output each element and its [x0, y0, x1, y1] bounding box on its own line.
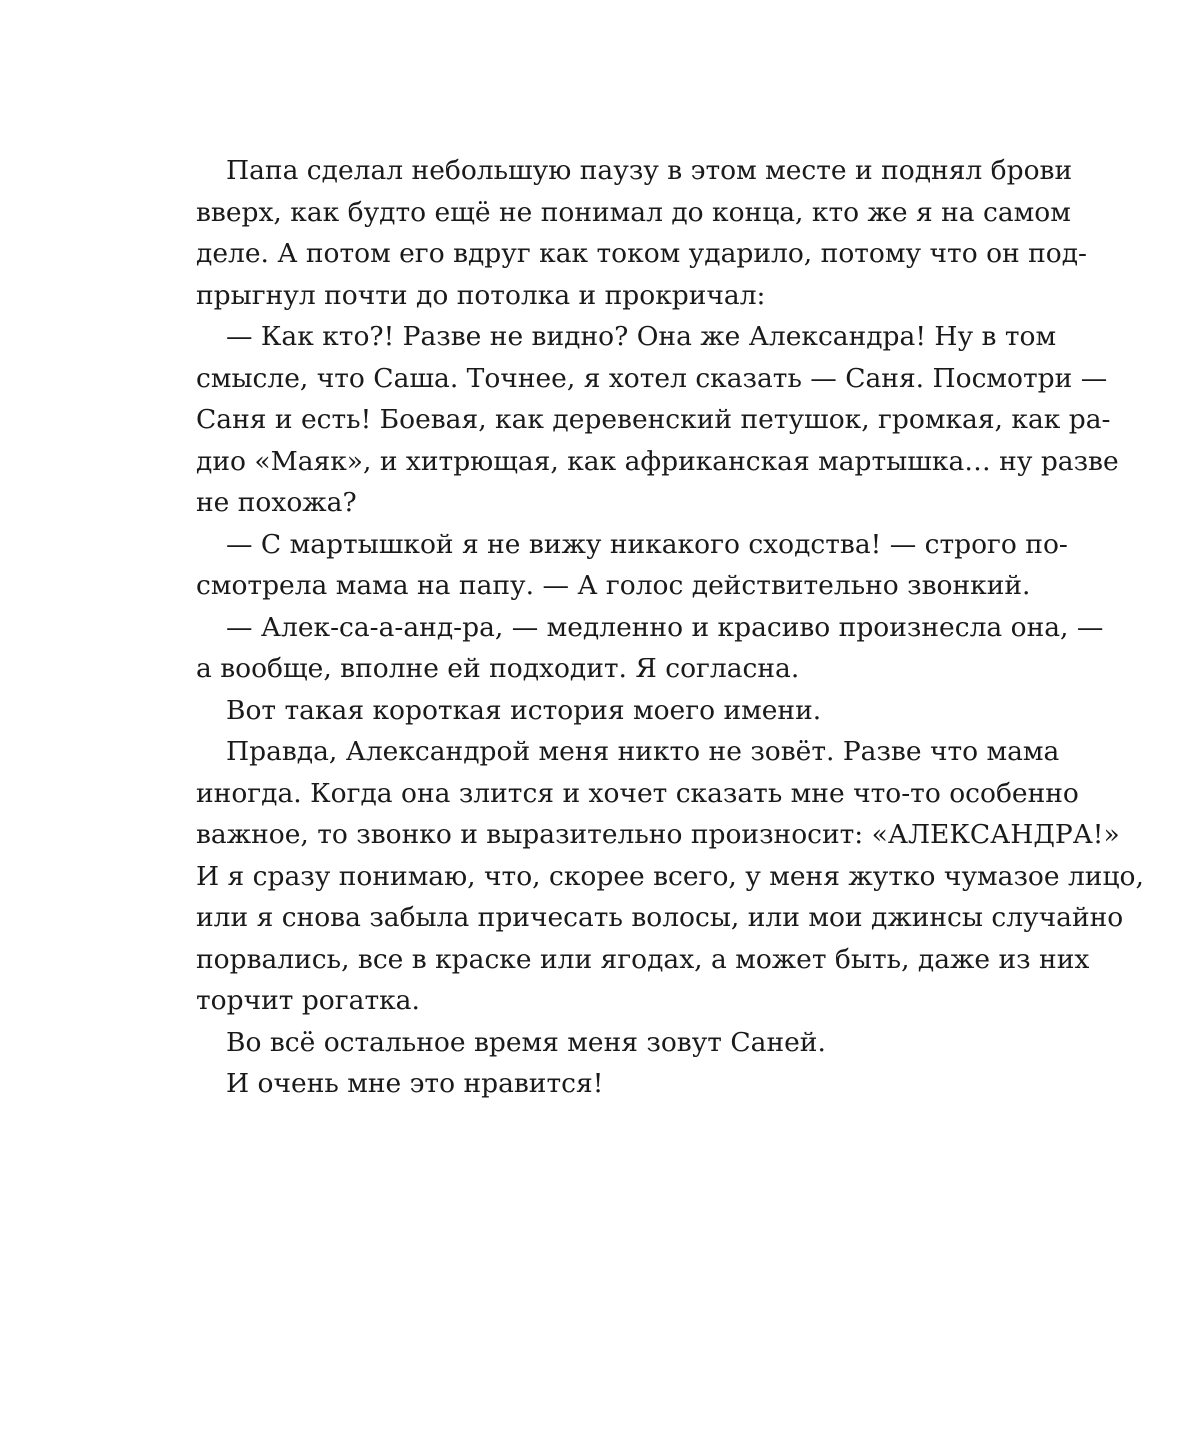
body-text	[196, 150, 1144, 1105]
text-line: прыгнул почти до потолка и прокричал:	[196, 279, 766, 311]
text-line: смотрела мама на папу. — А голос действительно звонкий.	[196, 570, 1031, 601]
paragraph-1	[196, 150, 1087, 316]
text-line: важное, то звонко и выразительно произносит: «АЛЕКСАНДРА!»	[196, 819, 1120, 850]
text-line: а вообще, вполне ей подходит. Я согласна.	[196, 653, 800, 684]
text-line: Во всё остальное время меня зовут Саней.	[226, 1026, 826, 1058]
text-line: — Алек-са-а-анд-ра, — медленно и красиво произнесла она, —	[226, 611, 1104, 643]
text-line: — Как кто?! Разве не видно? Она же Александра! Ну в том	[226, 321, 1057, 352]
text-line: И очень мне это нравится!	[226, 1068, 604, 1099]
paragraph-8	[196, 1063, 1048, 1105]
paragraph-7	[196, 1022, 1048, 1064]
text-line: — С мартышкой я не вижу никакого сходства! — строго по-	[226, 528, 1068, 560]
text-line: Папа сделал небольшую паузу в этом месте и поднял брови	[226, 155, 1073, 186]
paragraph-3	[196, 524, 1068, 607]
text-line: деле. А потом его вдруг как током ударило, потому что он под-	[196, 238, 1087, 269]
text-line: вверх, как будто ещё не понимал до конца, кто же я на самом	[196, 196, 1071, 228]
text-line: Правда, Александрой меня никто не зовёт. Разве что мама	[226, 736, 1060, 767]
paragraph-6	[196, 731, 1144, 1022]
text-line: не похожа?	[196, 487, 357, 518]
text-line: дио «Маяк», и хитрющая, как африканская мартышка… ну разве	[196, 445, 1119, 477]
paragraph-2	[196, 316, 1119, 524]
text-line: И я сразу понимаю, что, скорее всего, у меня жутко чумазое лицо,	[196, 860, 1144, 892]
paragraph-5	[196, 690, 1048, 732]
text-line: торчит рогатка.	[196, 985, 420, 1016]
text-line: порвались, все в краске или ягодах, а может быть, даже из них	[196, 943, 1090, 975]
paragraph-4	[196, 607, 1104, 690]
text-line: или я снова забыла причесать волосы, или мои джинсы случайно	[196, 902, 1124, 933]
text-line: иногда. Когда она злится и хочет сказать мне что-то особенно	[196, 777, 1079, 809]
text-line: Вот такая короткая история моего имени.	[226, 694, 822, 726]
text-line: смысле, что Саша. Точнее, я хотел сказать — Саня. Посмотри —	[196, 362, 1108, 394]
text-line: Саня и есть! Боевая, как деревенский петушок, громкая, как ра-	[196, 404, 1111, 435]
